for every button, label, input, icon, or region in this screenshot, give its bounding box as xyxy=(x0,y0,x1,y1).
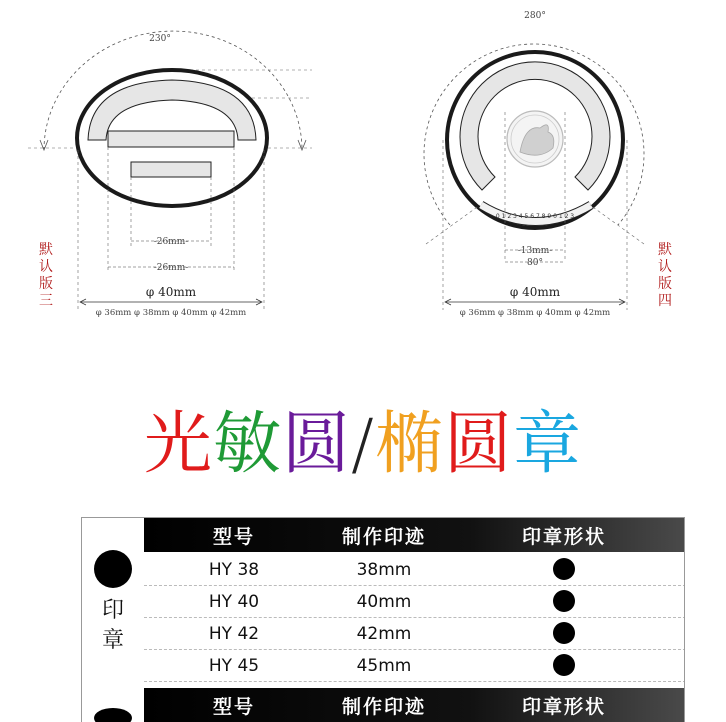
header-imprint: 制作印迹 xyxy=(341,526,427,548)
side-char: 三 xyxy=(39,293,53,309)
side-char: 四 xyxy=(658,293,672,309)
row-model: HY 38 xyxy=(208,560,260,580)
header-shape: 印章形状 xyxy=(521,526,607,548)
section-char: 章 xyxy=(101,628,124,653)
oval-stamp-diagram xyxy=(28,31,312,318)
circle-shape-icon xyxy=(553,622,575,644)
row-imprint: 45mm xyxy=(356,656,412,676)
table-header xyxy=(144,518,685,552)
table-row xyxy=(144,650,685,682)
left-version-label xyxy=(36,242,56,310)
right-inner-dim: -13mm- xyxy=(517,246,553,256)
second-section xyxy=(82,688,685,722)
left-diameter-label: φ 40mm xyxy=(145,285,197,299)
right-angle-small: 80° xyxy=(527,258,543,268)
title-char: 章 xyxy=(512,405,582,484)
right-angle-label: 280° xyxy=(524,11,546,21)
title-char: 椭 xyxy=(374,405,444,484)
title-char: 光 xyxy=(143,405,213,484)
title-char: 敏 xyxy=(213,405,283,484)
side-char: 默 xyxy=(39,242,53,258)
section-char: 印 xyxy=(101,598,124,623)
round-shape-icon xyxy=(94,550,132,588)
section-label-text xyxy=(102,596,124,656)
right-size-options: φ 36mm φ 38mm φ 40mm φ 42mm xyxy=(459,308,611,318)
row-imprint: 38mm xyxy=(356,560,412,580)
side-char: 版 xyxy=(39,276,53,292)
round-stamp-section xyxy=(82,518,685,685)
title-char: 圆 xyxy=(282,405,352,484)
round-stamp-diagram xyxy=(424,11,644,318)
table-header xyxy=(144,688,685,722)
round-shape-icon xyxy=(94,708,132,722)
row-model: HY 45 xyxy=(208,656,260,676)
row-imprint: 42mm xyxy=(356,624,412,644)
right-diameter-label: φ 40mm xyxy=(509,285,561,299)
circle-shape-icon xyxy=(553,654,575,676)
left-angle-label: 230° xyxy=(149,34,171,44)
row-model: HY 42 xyxy=(208,624,260,644)
section-label xyxy=(82,688,144,722)
section-label xyxy=(82,518,144,685)
side-char: 默 xyxy=(658,242,672,258)
row-imprint: 40mm xyxy=(356,592,412,612)
left-size-options: φ 36mm φ 38mm φ 40mm φ 42mm xyxy=(95,308,247,318)
circle-shape-icon xyxy=(553,590,575,612)
header-model: 型号 xyxy=(212,696,256,718)
circle-shape-icon xyxy=(553,558,575,580)
header-imprint: 制作印迹 xyxy=(341,696,427,718)
page-title xyxy=(0,404,726,486)
title-char: / xyxy=(351,405,375,484)
header-model: 型号 xyxy=(212,526,256,548)
table-row xyxy=(144,618,685,650)
serial-number: 0 1 2 3 4 5 6 7 8 9 0 1 2 3 xyxy=(495,213,575,220)
left-outer-dim: -26mm- xyxy=(153,263,189,273)
table-row xyxy=(144,554,685,586)
right-version-label xyxy=(655,242,675,310)
table-row xyxy=(144,586,685,618)
header-shape: 印章形状 xyxy=(521,696,607,718)
side-char: 认 xyxy=(658,259,672,275)
title-char: 圆 xyxy=(443,405,513,484)
row-model: HY 40 xyxy=(208,592,260,612)
side-char: 认 xyxy=(39,259,53,275)
left-inner-dim: -26mm- xyxy=(153,237,189,247)
stamp-diagrams xyxy=(0,0,726,340)
side-char: 版 xyxy=(658,276,672,292)
spec-table xyxy=(81,517,685,722)
